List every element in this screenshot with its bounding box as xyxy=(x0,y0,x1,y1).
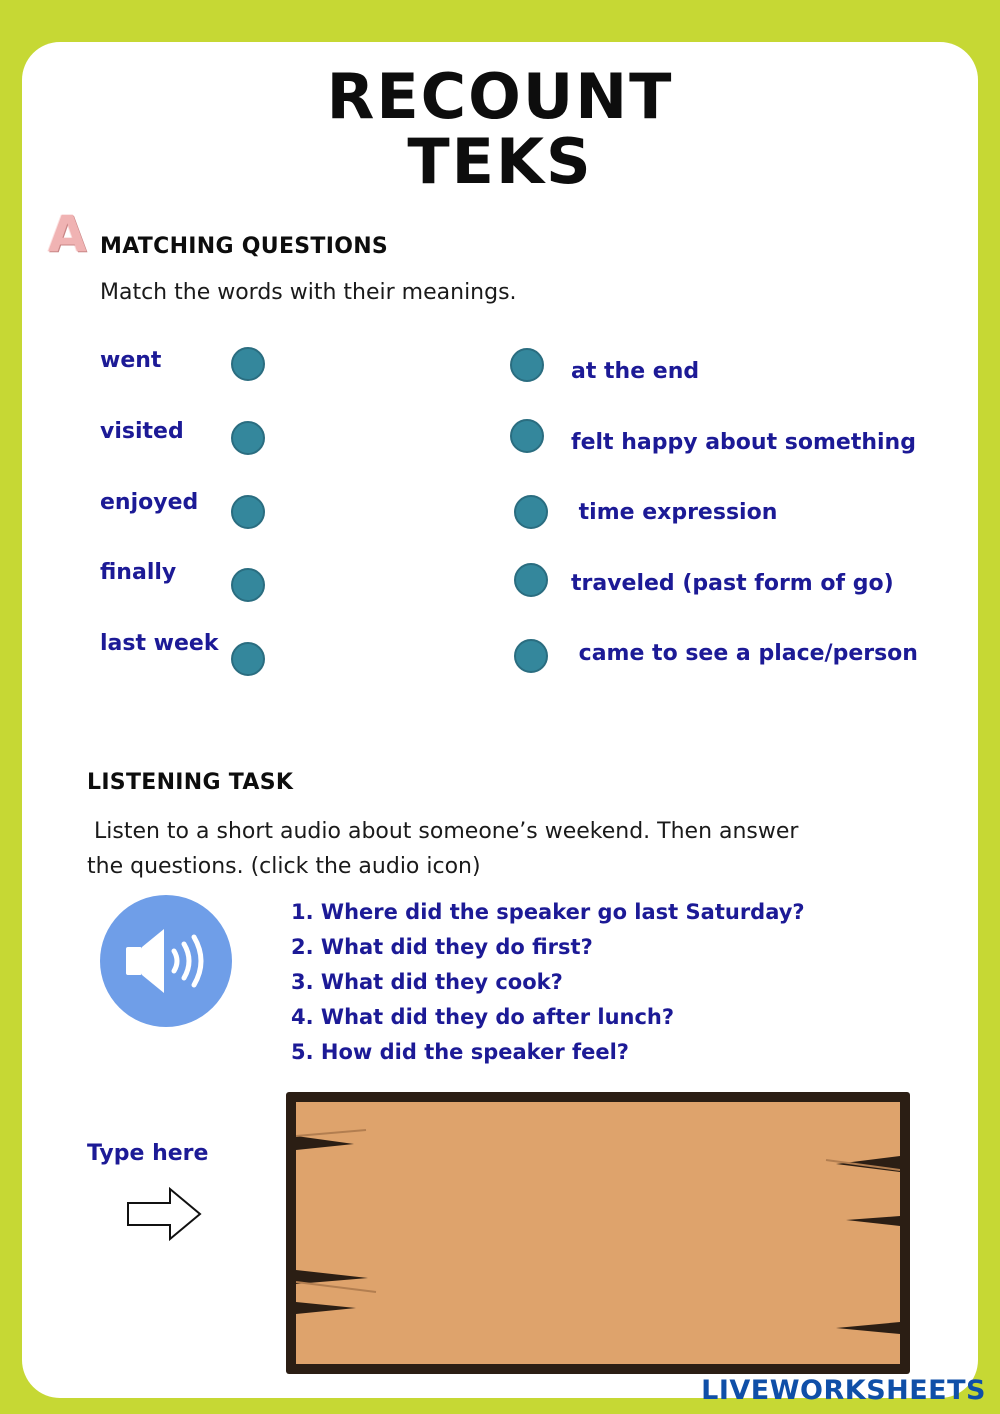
listening-heading: LISTENING TASK xyxy=(87,770,294,795)
page-title-line1: RECOUNT xyxy=(326,60,674,133)
match-dot-right-4[interactable] xyxy=(514,563,548,597)
question-2: 2. What did they do first? xyxy=(291,935,593,959)
type-here-label: Type here xyxy=(87,1141,209,1166)
match-dot-left-2[interactable] xyxy=(231,421,265,455)
meaning-time-expression: time expression xyxy=(571,500,778,525)
match-dot-right-1[interactable] xyxy=(510,348,544,382)
meaning-at-the-end: at the end xyxy=(571,359,700,384)
question-5: 5. How did the speaker feel? xyxy=(291,1040,629,1064)
match-dot-left-5[interactable] xyxy=(231,642,265,676)
answer-textarea[interactable] xyxy=(296,1102,900,1364)
matching-heading: MATCHING QUESTIONS xyxy=(100,234,389,259)
word-last-week: last week xyxy=(100,631,219,656)
listening-instruction-line2: the questions. (click the audio icon) xyxy=(87,854,481,879)
match-dot-left-1[interactable] xyxy=(231,347,265,381)
listening-instruction-line1: Listen to a short audio about someone’s weekend. Then answer xyxy=(87,819,799,844)
answer-box[interactable] xyxy=(286,1092,910,1374)
match-dot-right-5[interactable] xyxy=(514,639,548,673)
question-3: 3. What did they cook? xyxy=(291,970,563,994)
match-dot-left-3[interactable] xyxy=(231,495,265,529)
word-finally: finally xyxy=(100,560,177,585)
match-dot-left-4[interactable] xyxy=(231,568,265,602)
speaker-icon xyxy=(100,895,232,1027)
meaning-felt-happy: felt happy about something xyxy=(571,430,916,455)
section-a-badge: A xyxy=(48,205,87,263)
matching-instruction: Match the words with their meanings. xyxy=(100,280,517,305)
page-title-line2: TEKS xyxy=(407,125,593,198)
meaning-came-to-see: came to see a place/person xyxy=(571,641,918,666)
match-dot-right-3[interactable] xyxy=(514,495,548,529)
question-4: 4. What did they do after lunch? xyxy=(291,1005,675,1029)
wood-cracks-decoration xyxy=(296,1102,900,1364)
word-visited: visited xyxy=(100,419,184,444)
question-1: 1. Where did the speaker go last Saturday? xyxy=(291,900,805,924)
match-dot-right-2[interactable] xyxy=(510,419,544,453)
word-went: went xyxy=(100,348,162,373)
arrow-right-icon xyxy=(126,1186,204,1242)
word-enjoyed: enjoyed xyxy=(100,490,199,515)
meaning-traveled: traveled (past form of go) xyxy=(571,571,894,596)
audio-play-button[interactable] xyxy=(100,895,232,1027)
liveworksheets-logo: LIVEWORKSHEETS xyxy=(701,1375,986,1406)
